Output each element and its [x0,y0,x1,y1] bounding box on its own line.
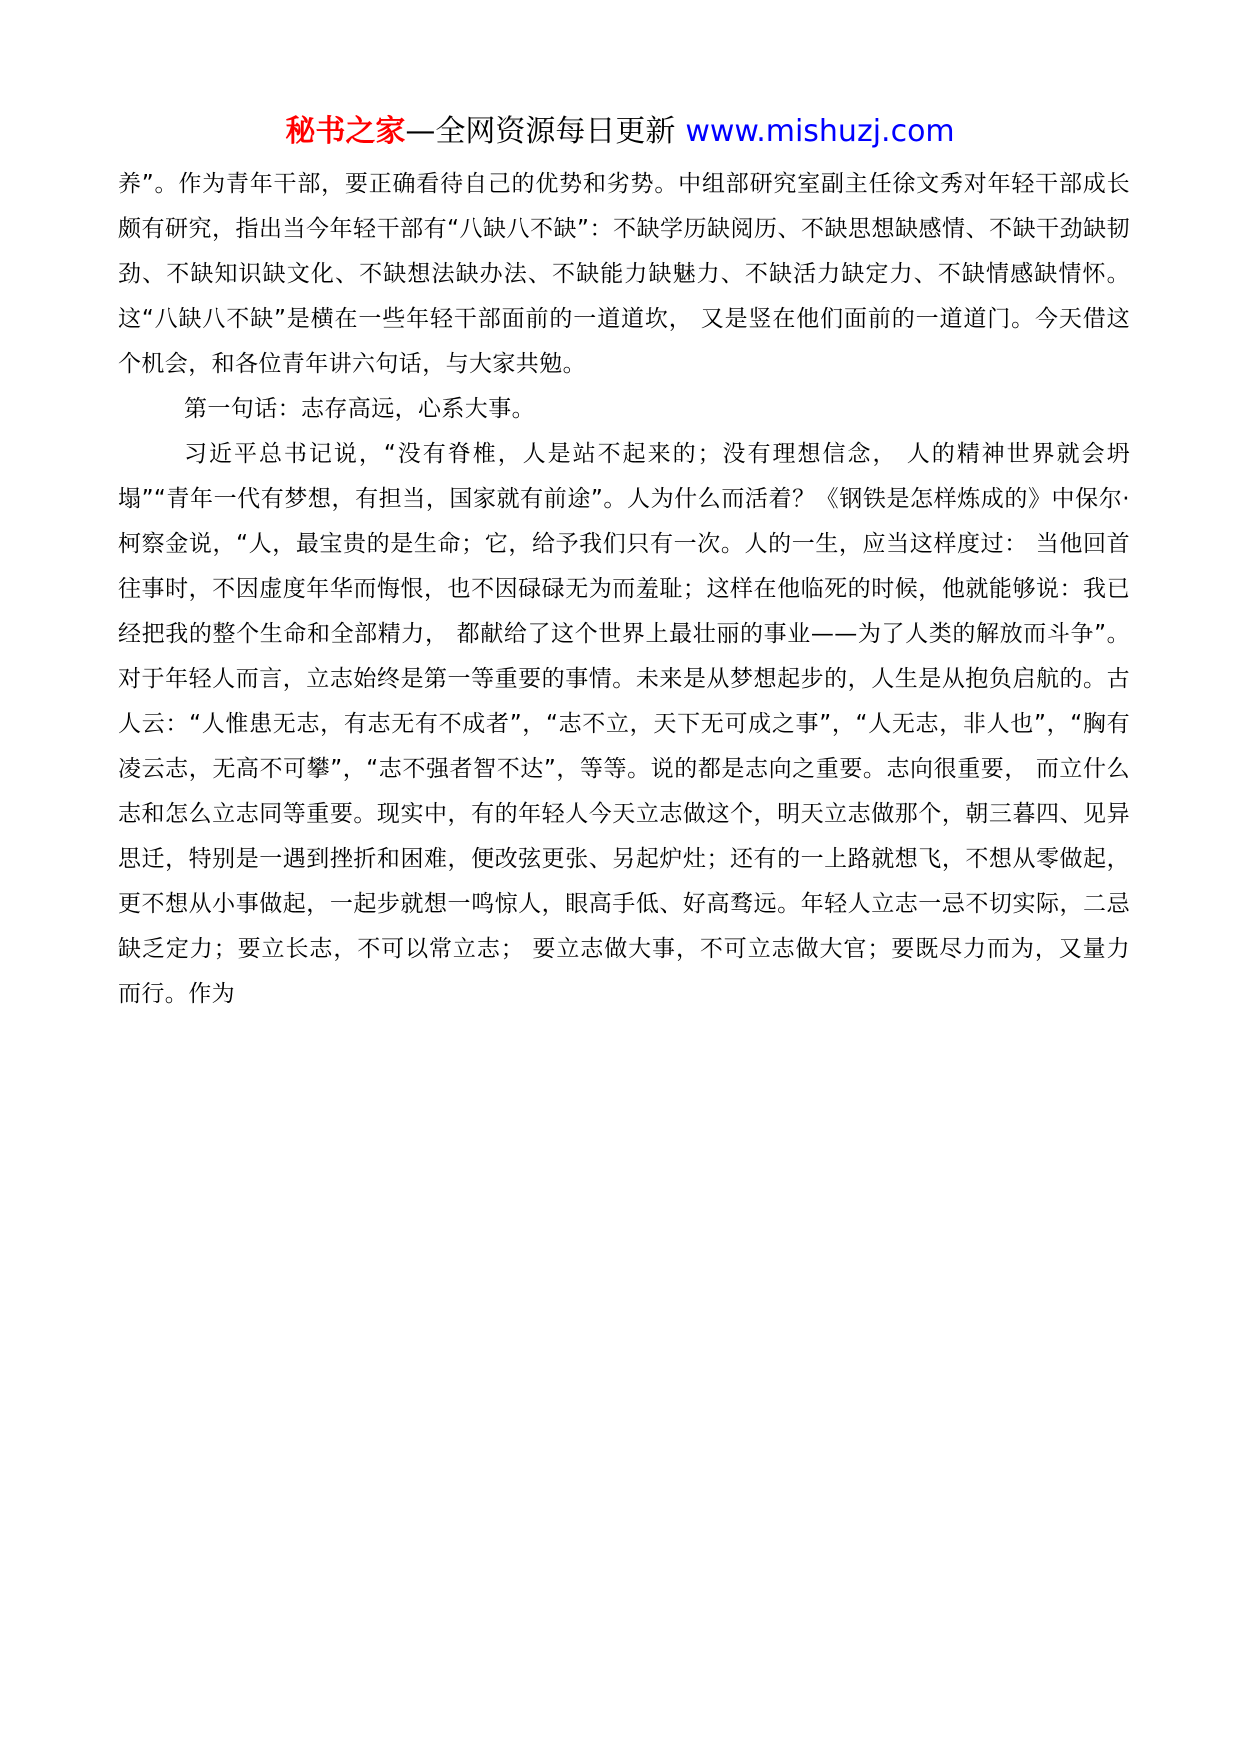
header-tagline: —全网资源每日更新 [405,114,676,149]
paragraph-first-point-body: 习近平总书记说，“没有脊椎，人是站不起来的；没有理想信念， 人的精神世界就会坍塌”“青年一代有梦想，有担当，国家就有前途”。人为什么而活着？《钢铁是怎样炼成的》中保尔·柯察金说，“人，最宝贵的是生命；它，给予我们只有一次。人的一生，应当这样度过： 当他回首往事时，不因虚度年华而悔恨，也不因碌碌无为而羞耻；这样在他临死的时候，他就能够说：我已经把我的整个生命和全部精力， 都献给了这个世界上最壮丽的事业——为了人类的解放而斗争”。对于年轻人而言，立志始终是第一等重要的事情。未来是从梦想起步的，人生是从抱负启航的。古人云：“人惟患无志，有志无有不成者”，“志不立，天下无可成之事”，“人无志，非人也”，“胸有凌云志，无高不可攀”，“志不强者智不达”，等等。说的都是志向之重要。志向很重要， 而立什么志和怎么立志同等重要。现实中，有的年轻人今天立志做这个，明天立志做那个，朝三暮四、见异思迁，特别是一遇到挫折和困难，便改弦更张、另起炉灶；还有的一上路就想飞，不想从零做起， 更不想从小事做起，一起步就想一鸣惊人，眼高手低、好高骛远。年轻人立志一忌不切实际，二忌缺乏定力；要立长志，不可以常立志； 要立志做大事，不可立志做大官；要既尽力而为，又量力而行。作为 [118,441,1130,1007]
section-heading-first-point: 第一句话：志存高远，心系大事。 [184,396,535,422]
website-url[interactable]: www.mishuzj.com [685,114,955,149]
paragraph-intro: 养”。作为青年干部，要正确看待自己的优势和劣势。中组部研究室副主任徐文秀对年轻干部成长颇有研究，指出当今年轻干部有“八缺八不缺”：不缺学历缺阅历、不缺思想缺感情、不缺干劲缺韧劲、不缺知识缺文化、不缺想法缺办法、不缺能力缺魅力、不缺活力缺定力、不缺情感缺情怀。这“八缺八不缺”是横在一些年轻干部面前的一道道坎， 又是竖在他们面前的一道道门。今天借这个机会，和各位青年讲六句话，与大家共勉。 [118,171,1130,377]
page-header [0,112,1240,152]
document-body [118,162,1130,1017]
brand-name: 秘书之家 [285,114,406,149]
